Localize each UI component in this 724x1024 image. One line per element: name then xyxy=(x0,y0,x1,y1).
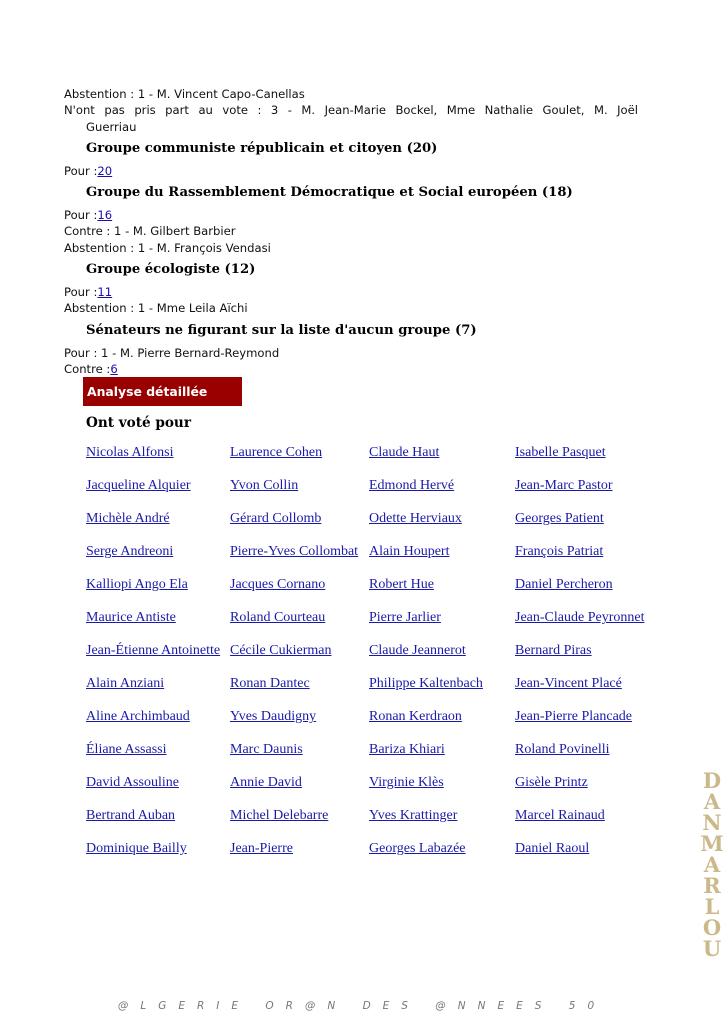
senator-link[interactable]: Marc Daunis xyxy=(230,742,303,758)
pour-count-link[interactable]: 20 xyxy=(97,163,113,178)
senator-link[interactable]: Odette Herviaux xyxy=(369,511,462,527)
name-row xyxy=(86,708,651,741)
name-row xyxy=(86,840,651,873)
senator-link[interactable]: Dominique Bailly xyxy=(86,841,187,857)
name-row xyxy=(86,675,651,708)
senator-link[interactable]: Alain Anziani xyxy=(86,676,165,692)
senator-link[interactable]: Virginie Klès xyxy=(369,775,444,791)
senator-names-grid xyxy=(86,444,651,873)
page-footer: @LGERIE OR@N DES @NNEES 50 xyxy=(117,1000,607,1012)
senator-link[interactable]: Pierre Jarlier xyxy=(369,610,441,626)
senator-link[interactable]: François Patriat xyxy=(515,544,604,560)
group-heading-rdse: Groupe du Rassemblement Démocratique et Social européen (18) xyxy=(86,185,573,201)
senator-link[interactable]: Robert Hue xyxy=(369,577,434,593)
senator-link[interactable]: Laurence Cohen xyxy=(230,445,323,461)
pour-label: Pour : xyxy=(64,208,98,223)
senator-link[interactable]: Jean-Vincent Placé xyxy=(515,676,622,692)
abstention-line: Abstention : 1 - M. Vincent Capo-Canellas xyxy=(64,87,305,101)
senator-link[interactable]: Philippe Kaltenbach xyxy=(369,676,483,692)
name-row xyxy=(86,510,651,543)
group-heading-crc: Groupe communiste républicain et citoyen (20) xyxy=(86,140,438,156)
senator-link[interactable]: Bariza Khiari xyxy=(369,742,445,758)
group-ni-contre xyxy=(64,361,638,377)
senator-link[interactable]: Daniel Percheron xyxy=(515,577,613,593)
name-row xyxy=(86,576,651,609)
name-row xyxy=(86,774,651,807)
senator-link[interactable]: Isabelle Pasquet xyxy=(515,445,606,461)
senator-link[interactable]: Yves Daudigny xyxy=(230,709,317,725)
senator-link[interactable]: Jean-Marc Pastor xyxy=(515,478,613,494)
name-row xyxy=(86,807,651,840)
pour-label: Pour : xyxy=(64,163,98,178)
senator-link[interactable]: Michel Delebarre xyxy=(230,808,329,824)
senator-link[interactable]: Ronan Kerdraon xyxy=(369,709,462,725)
senator-link[interactable]: Gisèle Printz xyxy=(515,775,588,791)
senator-link[interactable]: Bernard Piras xyxy=(515,643,592,659)
senator-link[interactable]: Kalliopi Ango Ela xyxy=(86,577,188,593)
senator-link[interactable]: Gérard Collomb xyxy=(230,511,322,527)
senator-link[interactable]: Jean-Claude Peyronnet xyxy=(515,610,645,626)
senator-link[interactable]: Michèle André xyxy=(86,511,170,527)
senator-link[interactable]: Nicolas Alfonsi xyxy=(86,445,174,461)
senator-link[interactable]: Éliane Assassi xyxy=(86,742,167,758)
senator-link[interactable]: Bertrand Auban xyxy=(86,808,176,824)
senator-link[interactable]: Yves Krattinger xyxy=(369,808,458,824)
senator-link[interactable]: Georges Patient xyxy=(515,511,604,527)
pour-label: Pour : xyxy=(64,285,98,300)
group-crc-pour xyxy=(64,163,638,179)
senator-link[interactable]: Jacqueline Alquier xyxy=(86,478,191,494)
senator-link[interactable]: Edmond Hervé xyxy=(369,478,455,494)
name-row xyxy=(86,543,651,576)
senator-link[interactable]: Marcel Rainaud xyxy=(515,808,605,824)
group-rdse-contre: Contre : 1 - M. Gilbert Barbier xyxy=(64,224,236,239)
name-row xyxy=(86,444,651,477)
group-eco-abstention: Abstention : 1 - Mme Leila Aïchi xyxy=(64,301,248,316)
senator-link[interactable]: Jacques Cornano xyxy=(230,577,326,593)
senator-link[interactable]: Daniel Raoul xyxy=(515,841,590,857)
senator-link[interactable]: Ronan Dantec xyxy=(230,676,310,692)
name-row xyxy=(86,741,651,774)
senator-link[interactable]: Jean-Pierre xyxy=(230,841,293,857)
pour-count-link[interactable]: 11 xyxy=(97,285,113,300)
not-voting-line: N'ont pas pris part au vote : 3 - M. Jean-Marie Bockel, Mme Nathalie Goulet, M. Joël xyxy=(64,103,638,118)
group-rdse-pour xyxy=(64,207,638,223)
watermark-text: D A N M A R L O U xyxy=(700,768,724,961)
voted-for-heading: Ont voté pour xyxy=(86,415,191,432)
group-ni-pour: Pour : 1 - M. Pierre Bernard-Reymond xyxy=(64,345,280,360)
senator-link[interactable]: Jean-Étienne Antoinette xyxy=(86,643,221,659)
senator-link[interactable]: Serge Andreoni xyxy=(86,544,174,560)
senator-link[interactable]: Yvon Collin xyxy=(230,478,299,494)
senator-link[interactable]: Cécile Cukierman xyxy=(230,643,332,659)
group-heading-ecologiste: Groupe écologiste (12) xyxy=(86,262,256,278)
not-voting-line-continued: Guerriau xyxy=(86,119,137,134)
senator-link[interactable]: Claude Jeannerot xyxy=(369,643,466,659)
senator-link[interactable]: Aline Archimbaud xyxy=(86,709,190,725)
group-heading-non-inscrits: Sénateurs ne figurant sur la liste d'aucun groupe (7) xyxy=(86,322,477,338)
contre-label: Contre : xyxy=(64,361,111,376)
senator-link[interactable]: Annie David xyxy=(230,775,302,791)
senator-link[interactable]: Alain Houpert xyxy=(369,544,450,560)
senator-link[interactable]: Maurice Antiste xyxy=(86,610,176,626)
senator-link[interactable]: Pierre-Yves Collombat xyxy=(230,544,359,560)
group-eco-pour xyxy=(64,284,638,300)
senator-link[interactable]: Jean-Pierre Plancade xyxy=(515,709,632,725)
document-body xyxy=(64,86,645,873)
pour-count-link[interactable]: 16 xyxy=(97,208,113,223)
senator-link[interactable]: Roland Courteau xyxy=(230,610,326,626)
senator-link[interactable]: Roland Povinelli xyxy=(515,742,610,758)
contre-count-link[interactable]: 6 xyxy=(110,361,118,376)
senator-link[interactable]: Georges Labazée xyxy=(369,841,466,857)
group-rdse-abstention: Abstention : 1 - M. François Vendasi xyxy=(64,240,271,255)
name-row xyxy=(86,609,651,642)
name-row xyxy=(86,642,651,675)
name-row xyxy=(86,477,651,510)
senator-link[interactable]: David Assouline xyxy=(86,775,179,791)
senator-link[interactable]: Claude Haut xyxy=(369,445,440,461)
detailed-analysis-banner: Analyse détaillée xyxy=(83,377,242,406)
